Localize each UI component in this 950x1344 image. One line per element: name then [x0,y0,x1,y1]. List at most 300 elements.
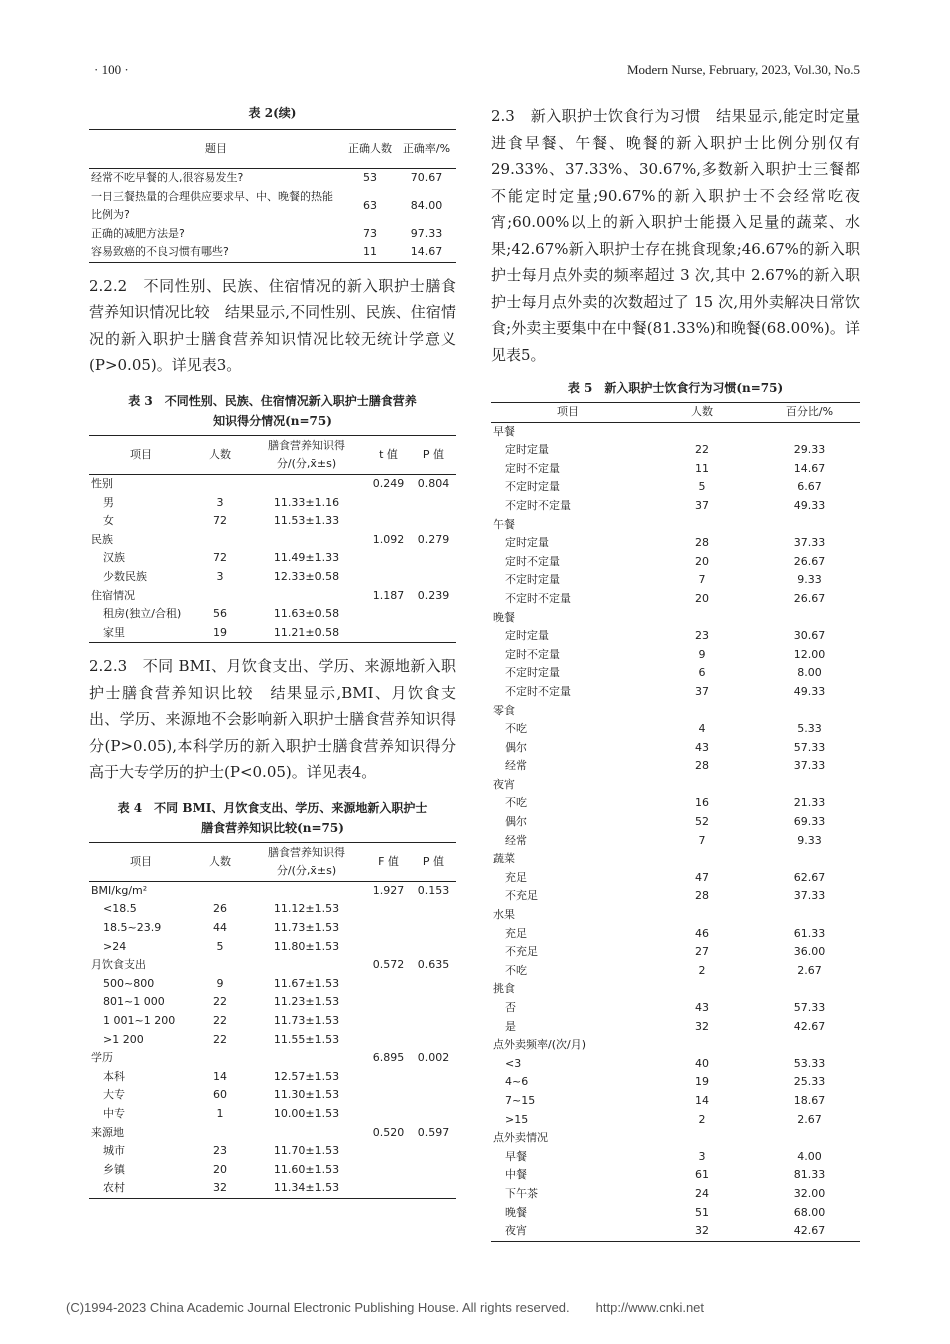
row-item: 点外卖情况 [493,1131,548,1145]
row-item: >24 [103,939,127,953]
row-count [645,516,759,535]
table-row [89,956,456,975]
row-p-value [411,1012,456,1031]
t2-head-n: 正确人数 [343,130,397,169]
row-p-value: 0.002 [417,1051,450,1065]
row-p-value: 0.597 [417,1125,450,1139]
table4-caption-2: 膳食营养知识比较(n=75) [201,820,344,835]
row-item: 零食 [493,703,515,717]
row-item: 晚餐 [505,1205,527,1219]
row-p-value: 0.153 [417,883,450,897]
table5 [491,402,860,1242]
row-p-value [411,568,456,587]
row-percent: 26.67 [793,554,826,568]
row-score: 11.30±1.53 [273,1088,340,1102]
table-row [491,627,860,646]
row-percent: 25.33 [793,1075,826,1089]
row-count: 22 [213,995,227,1009]
row-count: 61 [695,1168,709,1182]
t2-correct-count: 73 [363,226,377,240]
row-p-value [411,919,456,938]
row-p-value [411,1031,456,1050]
row-item: 偶尔 [505,815,527,829]
row-percent: 4.00 [797,1149,822,1163]
row-count: 3 [698,1149,706,1163]
row-percent: 26.67 [793,591,826,605]
t3-head-t: t 值 [366,435,411,474]
row-item: 不定时定量 [505,480,560,494]
t2-question: 一日三餐热量的合理供应要求早、中、晚餐的热能比例为? [91,189,333,222]
t2-correct-rate: 14.67 [397,243,456,262]
row-count: 9 [698,647,706,661]
row-statistic [366,993,411,1012]
row-item: 不充足 [505,889,538,903]
row-item: 定时定量 [505,536,549,550]
row-score [247,956,366,975]
copyright-footer: (C)1994-2023 China Academic Journal Electronic Publishing House. All rights reserved. http://www.cnki.net [66,1300,705,1315]
row-count: 16 [695,796,709,810]
row-item: 不定时不定量 [505,591,571,605]
row-count: 14 [695,1093,709,1107]
row-item: 定时不定量 [505,554,560,568]
row-item: 7~15 [505,1093,536,1107]
row-percent: 6.67 [797,480,822,494]
row-statistic [366,1161,411,1180]
row-count: 20 [695,554,709,568]
t2-correct-count: 63 [363,198,377,212]
row-item: 点外卖频率/(次/月) [493,1038,586,1052]
row-count [645,776,759,795]
row-count: 47 [695,870,709,884]
table3-body [89,474,456,642]
table-row [491,925,860,944]
table-row [89,919,456,938]
right-column [491,103,860,1242]
table-row [89,1012,456,1031]
row-item: 充足 [505,926,527,940]
section-2-3: 2.3 新入职护士饮食行为习惯 结果显示,能定时定量进食早餐、午餐、晚餐的新入职护士比例分别仅有 29.33%、37.33%、30.67%,多数新入职护士三餐都不能定时定量;90.67%的新入职护士不会经常吃夜宵;60.00%以上的新入职护士能摄入足量的蔬菜、水果;42.67%新入职护士存在挑食现象;46.67%的新入职护士每月点外卖的频率超过 3 次,其中 2.67%的新入职护士每月点外卖的次数超过了 15 次,用外卖解决日常饮食;外卖主要集中在中餐(81.33%)和晚餐(68.00%)。详见表5。 [491,107,860,364]
row-percent: 53.33 [793,1056,826,1070]
row-count: 56 [213,607,227,621]
row-item: 18.5~23.9 [103,921,162,934]
row-statistic [366,549,411,568]
row-item: 否 [505,1001,516,1014]
row-statistic: 6.895 [372,1051,405,1065]
row-statistic [366,919,411,938]
table-row [491,776,860,795]
row-score: 12.57±1.53 [273,1069,340,1083]
row-count: 28 [695,759,709,773]
table-row [491,757,860,776]
row-percent: 37.33 [793,536,826,550]
row-statistic [366,938,411,957]
row-count: 20 [695,591,709,605]
row-count: 32 [193,1179,247,1198]
row-item: 住宿情况 [91,588,135,602]
table-row [491,962,860,981]
table3-caption-2: 知识得分情况(n=75) [213,413,332,428]
row-percent: 32.00 [793,1186,826,1200]
row-score [247,881,366,900]
row-count: 23 [695,629,709,643]
row-percent: 18.67 [793,1093,826,1107]
row-p-value [411,512,456,531]
row-item: 不定时不定量 [505,684,571,698]
t5-head-item: 项目 [491,403,645,423]
row-percent: 37.33 [793,759,826,773]
t4-head-p: P 值 [411,842,456,881]
row-score: 11.80±1.53 [273,939,340,953]
row-score: 11.21±0.58 [247,624,366,643]
row-statistic [366,1105,411,1124]
row-item: 不定时定量 [505,573,560,587]
table-row [491,1166,860,1185]
table-row [491,1111,860,1130]
row-item: 经常 [505,759,527,773]
row-percent [759,702,860,721]
table-row [491,943,860,962]
row-count: 43 [695,1001,709,1014]
table-row [89,512,456,531]
table-row [491,553,860,572]
row-p-value [411,1142,456,1161]
table-row [89,1142,456,1161]
row-percent: 81.33 [793,1168,826,1182]
t3-head-n: 人数 [193,435,247,474]
row-item: 来源地 [91,1125,124,1139]
row-count [645,906,759,925]
row-p-value [411,993,456,1012]
table-row [491,794,860,813]
row-count [645,609,759,628]
row-item: 家里 [89,624,193,643]
row-percent: 61.33 [793,926,826,940]
row-item: 定时定量 [505,443,549,457]
t3-head-item: 项目 [89,435,193,474]
row-count [645,702,759,721]
row-count: 26 [213,902,227,916]
row-score: 11.73±1.53 [273,1013,340,1027]
row-percent [759,776,860,795]
table-row [89,881,456,900]
row-statistic [366,1031,411,1050]
row-item: 水果 [493,908,515,922]
row-count: 24 [695,1186,709,1200]
row-item: 不定时定量 [505,666,560,680]
row-score: 11.34±1.53 [247,1179,366,1198]
row-item: 学历 [91,1051,113,1065]
row-item: 4~6 [505,1075,529,1089]
row-percent: 2.67 [797,963,822,977]
row-item: 乡镇 [103,1162,125,1176]
row-count: 43 [695,740,709,754]
table-row [491,869,860,888]
row-item: 本科 [103,1069,125,1083]
table-row [89,169,456,188]
table-row [89,1049,456,1068]
table-row [89,900,456,919]
row-item: 农村 [89,1179,193,1198]
t2-head-pct: 正确率/% [397,130,456,169]
table-row [491,887,860,906]
row-item: 中专 [103,1106,125,1120]
table-row [491,906,860,925]
table-row [491,1092,860,1111]
row-count [193,956,247,975]
row-item: 500~800 [103,976,155,990]
table-row [491,497,860,516]
table-row [491,999,860,1018]
t4-head-f: F 值 [366,842,411,881]
row-count: 14 [213,1069,227,1083]
row-item: <3 [505,1056,522,1070]
table-row [89,188,456,225]
section-2-2-3: 2.2.3 不同 BMI、月饮食支出、学历、来源地新入职护士膳食营养知识比较 结果显示,BMI、月饮食支出、学历、来源地不会影响新入职护士膳食营养知识得分(P>0.05),本科学历的新入职护士膳食营养知识得分高于大专学历的护士(P<0.05)。详见表4。 [89,657,456,782]
row-count: 5 [698,480,706,494]
table-row [491,1222,860,1241]
table-row [491,516,860,535]
row-count: 32 [645,1222,759,1241]
row-count: 2 [698,963,706,977]
table-row [491,571,860,590]
row-count: 44 [213,921,227,934]
row-count [645,422,759,441]
row-item: >1 200 [103,1032,144,1046]
row-statistic [366,1086,411,1105]
row-count: 28 [695,889,709,903]
row-score [247,1124,366,1143]
table-row [491,534,860,553]
row-percent: 49.33 [793,498,826,512]
row-count: 40 [695,1056,709,1070]
table-row [89,605,456,624]
row-item: 夜宵 [493,777,515,791]
table-row [491,478,860,497]
table4-caption-1: 表 4 不同 BMI、月饮食支出、学历、来源地新入职护士 [117,800,428,815]
row-count: 5 [216,939,224,953]
table-row [491,664,860,683]
row-count [193,1049,247,1068]
table-row [89,243,456,262]
row-score: 11.49±1.33 [273,551,340,565]
table-row [89,225,456,244]
row-percent [759,516,860,535]
row-count: 7 [698,833,706,847]
t5-head-n: 人数 [645,403,759,423]
row-item: 男 [103,495,114,509]
row-item: 晚餐 [493,610,515,624]
table-row [89,587,456,606]
row-score: 11.67±1.53 [273,976,340,990]
row-percent [759,906,860,925]
row-statistic [366,568,411,587]
row-item: 定时定量 [505,629,549,643]
table4 [89,842,456,1199]
row-score: 11.53±1.33 [273,514,340,528]
row-count: 32 [695,1019,709,1033]
t5-head-pct: 百分比/% [759,403,860,423]
row-percent: 9.33 [797,573,822,587]
table-row [491,1073,860,1092]
row-percent [759,850,860,869]
row-item: <18.5 [103,902,137,916]
row-item: 定时不定量 [505,461,560,475]
row-p-value: 0.804 [417,476,450,490]
table-row [89,494,456,513]
row-item: 汉族 [103,551,125,565]
row-score: 12.33±0.58 [273,569,340,583]
row-item: 不吃 [505,796,527,810]
row-count: 28 [695,536,709,550]
t2-question: 容易致癌的不良习惯有哪些? [89,243,343,262]
table-row [89,1031,456,1050]
row-statistic: 0.249 [372,476,405,490]
row-percent [759,609,860,628]
table-row [89,975,456,994]
row-percent: 37.33 [793,889,826,903]
row-item: 早餐 [493,424,515,438]
row-count [645,850,759,869]
row-count: 9 [216,976,224,990]
row-count: 2 [698,1112,706,1126]
t2-correct-rate: 84.00 [410,198,443,212]
row-count [193,531,247,550]
t2-question: 经常不吃早餐的人,很容易发生? [91,171,244,184]
row-score [247,474,366,493]
table-row [491,739,860,758]
row-count [193,587,247,606]
table2 [89,129,456,263]
row-item: 夜宵 [491,1222,645,1241]
row-statistic [366,624,411,643]
row-percent: 30.67 [793,629,826,643]
table-row [491,813,860,832]
row-p-value [411,975,456,994]
row-count: 7 [698,573,706,587]
row-percent: 57.33 [793,1001,826,1014]
row-percent: 49.33 [793,684,826,698]
row-item: 租房(独立/合租) [103,607,182,621]
table3 [89,435,456,643]
row-percent: 8.00 [797,666,822,680]
row-count: 72 [213,514,227,528]
row-count [193,881,247,900]
row-p-value [411,938,456,957]
row-count: 22 [213,1032,227,1046]
row-percent: 5.33 [797,722,822,736]
row-item: BMI/kg/m² [91,883,148,897]
row-p-value [411,900,456,919]
table-row [491,1204,860,1223]
row-percent: 57.33 [793,740,826,754]
row-percent: 69.33 [793,815,826,829]
row-item: 充足 [505,870,527,884]
row-item: 偶尔 [505,740,527,754]
journal-header: Modern Nurse, February, 2023, Vol.30, No.5 [626,62,860,77]
row-item: 早餐 [505,1149,527,1163]
table-row [491,1185,860,1204]
row-item: 是 [505,1019,516,1033]
row-score [247,1049,366,1068]
table-row [89,624,456,643]
row-count [645,1036,759,1055]
row-statistic: 0.520 [372,1125,405,1139]
row-score: 11.23±1.53 [273,995,340,1009]
row-count: 51 [695,1205,709,1219]
table-row [491,1055,860,1074]
t4-head-item: 项目 [89,842,193,881]
row-percent: 2.67 [797,1112,822,1126]
row-percent: 14.67 [793,461,826,475]
table-row [491,720,860,739]
row-p-value [411,1179,456,1198]
row-statistic [366,1012,411,1031]
row-score: 11.60±1.53 [273,1162,340,1176]
row-count [645,980,759,999]
row-item: 不吃 [505,722,527,736]
t4-head-score: 膳食营养知识得分/(分,x̄±s) [247,842,366,881]
row-count: 22 [213,1013,227,1027]
page-number: · 100 · [94,62,129,77]
row-score: 11.63±0.58 [273,607,340,621]
table3-caption-1: 表 3 不同性别、民族、住宿情况新入职护士膳食营养 [128,393,417,408]
table4-body [89,881,456,1198]
row-percent [759,1129,860,1148]
row-percent: 36.00 [793,945,826,959]
table-row [491,683,860,702]
table-row [89,1086,456,1105]
row-count [645,1129,759,1148]
row-count: 19 [695,1075,709,1089]
table-row [491,1036,860,1055]
row-count: 20 [213,1162,227,1176]
table-row [491,1018,860,1037]
row-item: 大专 [103,1088,125,1102]
table2-caption: 表 2(续) [248,106,297,120]
row-statistic [366,900,411,919]
row-statistic [366,605,411,624]
row-percent: 42.67 [793,1019,826,1033]
row-item: 午餐 [493,517,515,531]
row-item: 性别 [91,476,113,490]
row-p-value [411,1068,456,1087]
row-item: 经常 [505,833,527,847]
row-item: 女 [103,514,114,528]
table-row [491,1129,860,1148]
row-count: 11 [695,461,709,475]
row-count: 19 [193,624,247,643]
table-row [89,1105,456,1124]
row-count: 27 [695,945,709,959]
row-percent: 42.67 [759,1222,860,1241]
row-statistic: 1.927 [372,883,405,897]
table5-caption: 表 5 新入职护士饮食行为习惯(n=75) [567,381,784,395]
row-count: 46 [695,926,709,940]
row-item: 挑食 [493,982,515,996]
row-count: 3 [216,569,224,583]
table-row [491,702,860,721]
row-statistic: 1.187 [372,588,405,602]
row-percent [759,980,860,999]
table-row [89,568,456,587]
row-item: 月饮食支出 [91,958,146,972]
row-item: 中餐 [505,1168,527,1182]
table-row [89,1068,456,1087]
row-score: 11.33±1.16 [273,495,340,509]
row-count: 52 [695,815,709,829]
row-item: 民族 [91,532,113,546]
row-statistic [366,1068,411,1087]
